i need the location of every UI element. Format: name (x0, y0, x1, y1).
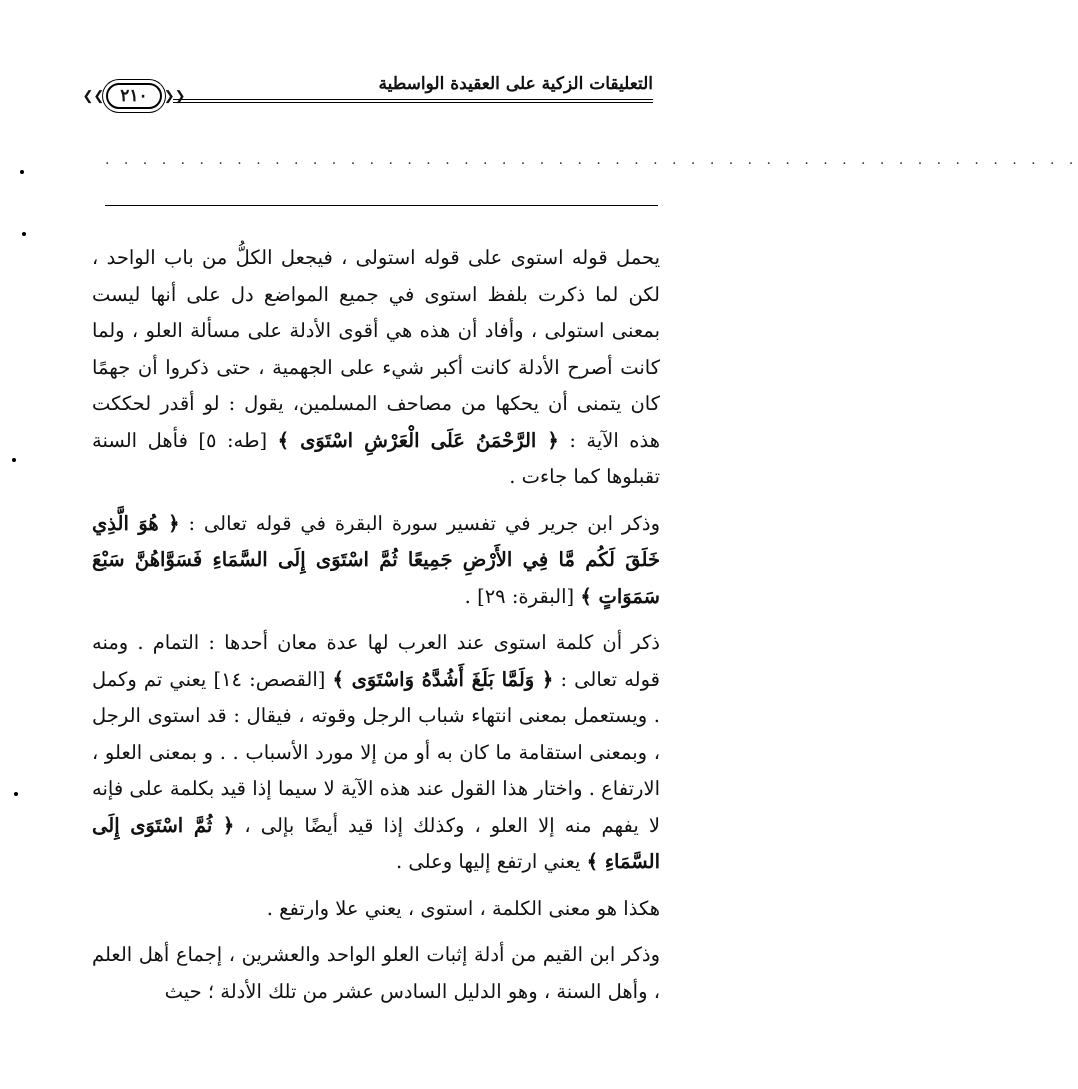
quran-verse: ﴿ هُوَ الَّذِي خَلَقَ لَكُم مَّا فِي الأَرْضِ جَمِيعًا ثُمَّ اسْتَوَى إِلَى السَّمَاءِ فَسَوَّاهُنَّ سَبْعَ سَمَوَاتٍ ﴾ (92, 511, 660, 608)
paragraph (92, 891, 660, 928)
paragraph-text: [البقرة: ٢٩] . (464, 584, 575, 608)
quran-verse: ﴿ الرَّحْمَنُ عَلَى الْعَرْشِ اسْتَوَى ﴾ (277, 428, 559, 452)
dotted-separator: . . . . . . . . . . . . . . . . . . . . . . . . . . . . . . . . . . . . . . . . . . . . . . . . . . . . (105, 152, 1078, 168)
paragraph (92, 240, 660, 496)
paragraph (92, 937, 660, 1010)
quran-verse: ﴿ وَلَمَّا بَلَغَ أَشُدَّهُ وَاسْتَوَى ﴾ (332, 667, 554, 691)
quran-verse: ﴿ ثُمَّ اسْتَوَى إِلَى السَّمَاءِ ﴾ (92, 813, 660, 873)
page-number-badge (82, 78, 186, 114)
margin-mark (14, 792, 18, 796)
page-number: ٢١٠ (106, 83, 161, 109)
paragraph-text: [طه: ٥] فأهل السنة تقبلوها كما جاءت . (92, 428, 660, 488)
running-header (82, 74, 653, 114)
paragraph-text: هكذا هو معنى الكلمة ، استوى ، يعني علا وارتفع . (266, 896, 660, 920)
paragraph-text: وذكر ابن القيم من أدلة إثبات العلو الواحد والعشرين ، إجماع أهل العلم ، وأهل السنة ، وهو الدليل السادس عشر من تلك الأدلة ؛ حيث (92, 943, 660, 1003)
paragraph-text: ذكر أن كلمة استوى عند العرب لها عدة معان أحدها : التمام . ومنه قوله تعالى : (92, 631, 661, 691)
paragraph (92, 625, 660, 881)
body-text (92, 240, 660, 1020)
paragraph (92, 506, 660, 616)
margin-mark (12, 458, 16, 462)
margin-mark (20, 170, 24, 174)
paragraph-text: يحمل قوله استوى على قوله استولى ، فيجعل الكلُّ من باب الواحد ، لكن لما ذكرت بلفظ استوى في جميع المواضع دل على أنها ليست بمعنى استولى ، وأفاد أن هذه هي أقوى الأدلة على مسألة العلو ، ولما كانت أصرح الأدلة كانت أكبر شيء على الجهمية ، حتى ذكروا أن جهمًا كان يتمنى أن يحكها من مصاحف المسلمين، يقول : لو أقدر لحككت هذه الآية : (92, 246, 661, 452)
ornament-icon: ❮❮ (82, 88, 105, 104)
paragraph-text: وذكر ابن جرير في تفسير سورة البقرة في قوله تعالى : (188, 511, 661, 535)
section-rule (105, 205, 658, 206)
running-title: التعليقات الزكية على العقيدة الواسطية (378, 74, 653, 94)
ornament-icon: ❯❯ (163, 88, 186, 104)
paragraph-text: [القصص: ١٤] يعني تم وكمل . ويستعمل بمعنى انتهاء شباب الرجل وقوته ، فيقال : قد استوى الرجل ، وبمعنى استقامة ما كان به أو من إلا مورد الأسباب . . و بمعنى العلو ، الارتفاع . واختار هذا القول عند هذه الآية لا سيما إذا قيد بكلمة على فإنه لا يفهم منه إلا العلو ، وكذلك إذا قيد أيضًا بإلى ، (92, 667, 660, 837)
paragraph-text: يعني ارتفع إليها وعلى . (396, 850, 581, 873)
margin-mark (22, 232, 26, 236)
